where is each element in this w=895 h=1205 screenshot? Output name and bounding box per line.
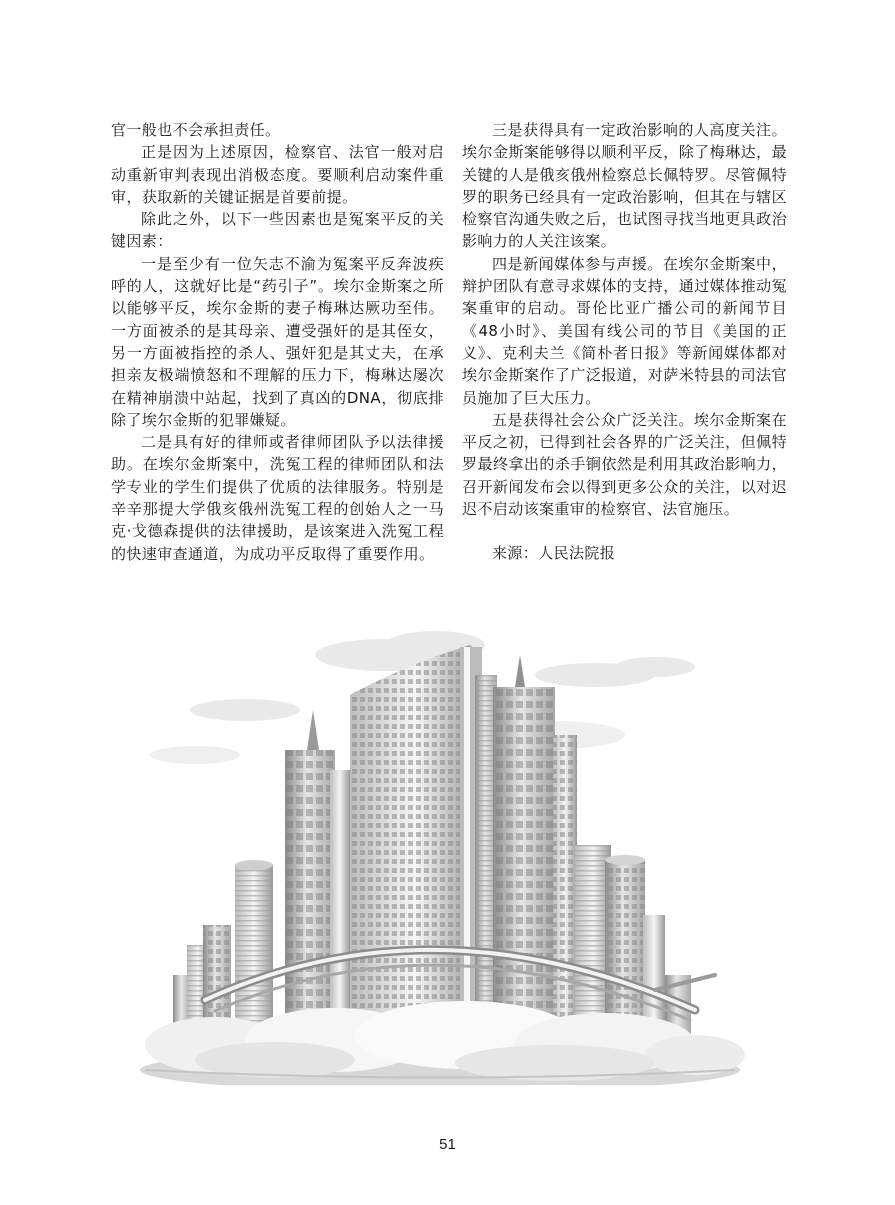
- paragraph: 三是获得具有一定政治影响的人高度关注。埃尔金斯案能够得以顺利平反，除了梅琳达，最关键的人是俄亥俄州检察总长佩特罗。尽管佩特罗的职务已经具有一定政治影响，但其在与辖区检察官沟通失败之后，也试图寻找当地更具政治影响力的人关注该案。: [462, 121, 787, 251]
- paragraph: 除此之外，以下一些因素也是冤案平反的关键因素：: [111, 210, 444, 251]
- paragraph: 一是至少有一位矢志不渝为冤案平反奔波疾呼的人，这就好比是“药引子”。埃尔金斯案之所以能够平反，埃尔金斯的妻子梅琳达厥功至伟。一方面被杀的是其母亲、遭受强奸的是其侄女，另一方面被指控的杀人、强奸犯是其丈夫，在承担亲友极端愤怒和不理解的压力下，梅琳达屡次在精神崩溃中站起，找到了真凶的DNA，彻底排除了埃尔金斯的犯罪嫌疑。: [111, 254, 444, 429]
- paragraph: 五是获得社会公众广泛关注。埃尔金斯案在平反之初，已得到社会各界的广泛关注，但佩特罗最终拿出的杀手锏依然是利用其政治影响力，召开新闻发布会以得到更多公众的关注，以对迟迟不启动该案重审的检察官、法官施压。: [462, 410, 787, 519]
- right-tower: [493, 655, 577, 1047]
- left-text-column: [111, 119, 444, 565]
- page-number: 51: [439, 1136, 456, 1153]
- paragraph: 四是新闻媒体参与声援。在埃尔金斯案中，辩护团队有意寻求媒体的支持，通过媒体推动冤案重审的启动。哥伦比亚广播公司的新闻节目《48小时》、美国有线公司的节目《美国的正义》、克利夫兰《简朴者日报》等新闻媒体都对埃尔金斯案作了广泛报道，对萨米特县的司法官员施加了巨大压力。: [462, 254, 787, 407]
- paragraph: 二是具有好的律师或者律师团队予以法律援助。在埃尔金斯案中，洗冤工程的律师团队和法学专业的学生们提供了优质的法律服务。特别是辛辛那提大学俄亥俄州洗冤工程的创始人之一马克·戈德森提供的法律援助，是该案进入洗冤工程的快速审查通道，为成功平反取得了重要作用。: [111, 433, 444, 563]
- paragraph: 正是因为上述原因，检察官、法官一般对启动重新审判表现出消极态度。要顺利启动案件重审，获取新的关键证据是首要前提。: [111, 143, 444, 206]
- article-source: 来源：人民法院报: [492, 544, 616, 563]
- central-tower: [350, 645, 497, 1045]
- city-skyline-illustration: [135, 615, 745, 1085]
- paragraph: 官一般也不会承担责任。: [111, 121, 281, 139]
- right-text-column: [462, 119, 787, 565]
